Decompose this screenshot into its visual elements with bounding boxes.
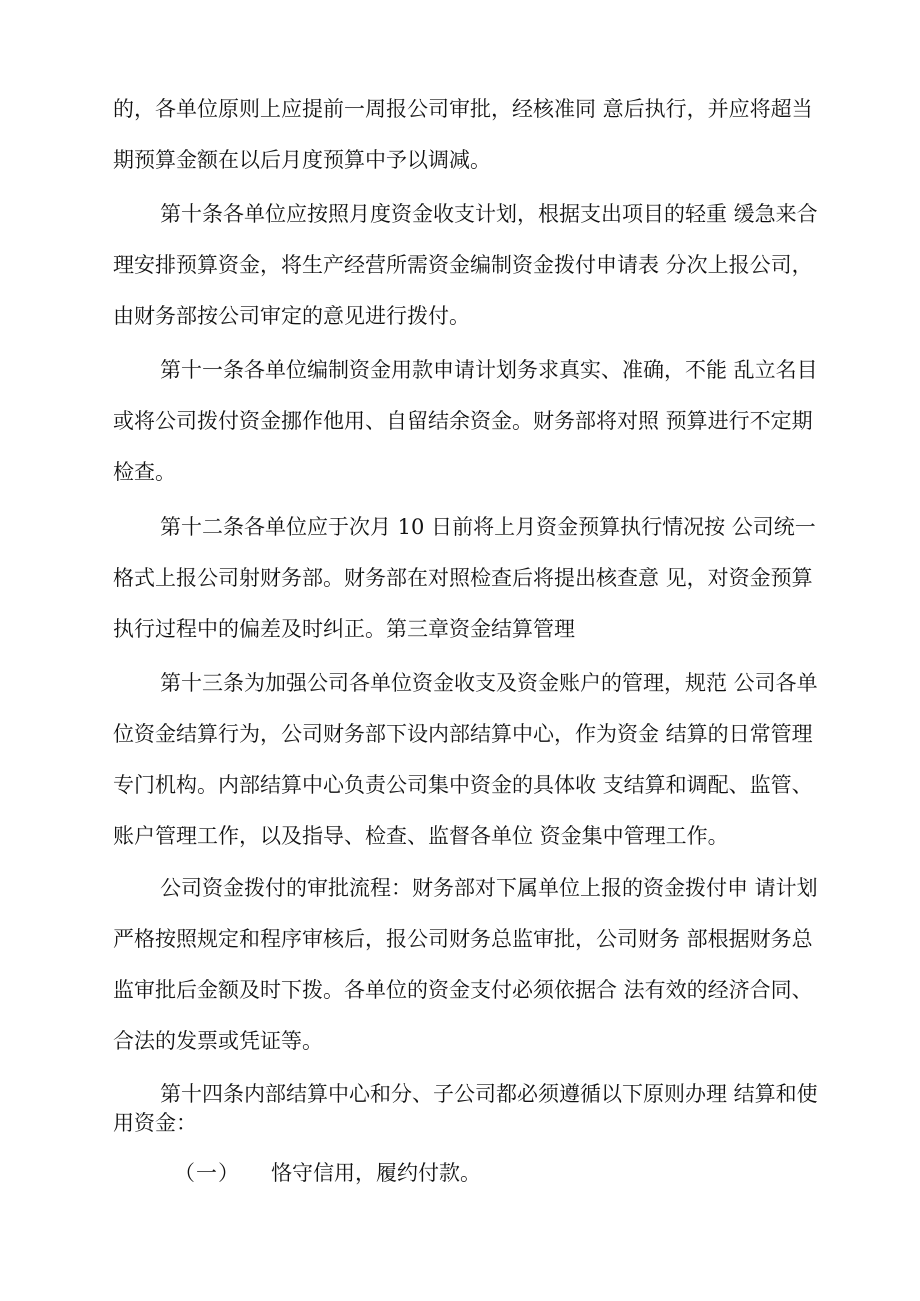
text-line-content: 用资金： <box>113 1111 197 1135</box>
text-line-content: 第十条各单位应按照月度资金收支计划，根据支出项目的轻重 缓急来合 <box>160 202 818 226</box>
text-line-content: 合法的发票或凭证等。 <box>113 1029 323 1053</box>
list-item-marker: （一） <box>174 1161 240 1185</box>
text-line-content: 由财务部按公司审定的意见进行拨付。 <box>113 304 470 328</box>
text-line-content: 执行过程中的偏差及时纠正。第三章资金结算管理 <box>113 617 575 641</box>
text-line-content: 期预算金额在以后月度预算中予以调减。 <box>113 148 491 172</box>
text-line-content: 第十四条内部结算中心和分、子公司都必须遵循以下原则办理 结算和使 <box>160 1082 818 1106</box>
text-line-content: 公司资金拨付的审批流程：财务部对下属单位上报的资金拨付申 请计划 <box>160 876 818 900</box>
text-line-content: 或将公司拨付资金挪作他用、自留结余资金。财务部将对照 预算进行不定期 <box>113 409 813 433</box>
text-line-content: 第十三条为加强公司各单位资金收支及资金账户的管理，规范 公司各单 <box>160 671 818 695</box>
text-line-content: 专门机构。内部结算中心负责公司集中资金的具体收 支结算和调配、监管、 <box>113 773 813 797</box>
text-line-content: 严格按照规定和程序审核后，报公司财务总监审批，公司财务 部根据财务总 <box>113 927 813 951</box>
text-line-content: 的，各单位原则上应提前一周报公司审批，经核准同 意后执行，并应将超当 <box>113 97 813 121</box>
text-line-content: 第十二条各单位应于次月 10 日前将上月资金预算执行情况按 公司统一 <box>160 515 816 539</box>
text-line-content: 第十一条各单位编制资金用款申请计划务求真实、准确，不能 乱立名目 <box>160 358 818 382</box>
text-line-content: 监审批后金额及时下拨。各单位的资金支付必须依据合 法有效的经济合同、 <box>113 978 813 1002</box>
text-line-content: 账户管理工作，以及指导、检查、监督各单位 资金集中管理工作。 <box>113 824 729 848</box>
text-line-content: 格式上报公司射财务部。财务部在对照检查后将提出核查意 见，对资金预算 <box>113 566 813 590</box>
text-line-content: 位资金结算行为，公司财务部下设内部结算中心，作为资金 结算的日常管理 <box>113 722 813 746</box>
list-item-text: 恪守信用，履约付款。 <box>271 1161 481 1185</box>
text-line-content: 检查。 <box>113 460 176 484</box>
text-line-content: 理安排预算资金，将生产经营所需资金编制资金拨付申请表 分次上报公司， <box>113 253 813 277</box>
